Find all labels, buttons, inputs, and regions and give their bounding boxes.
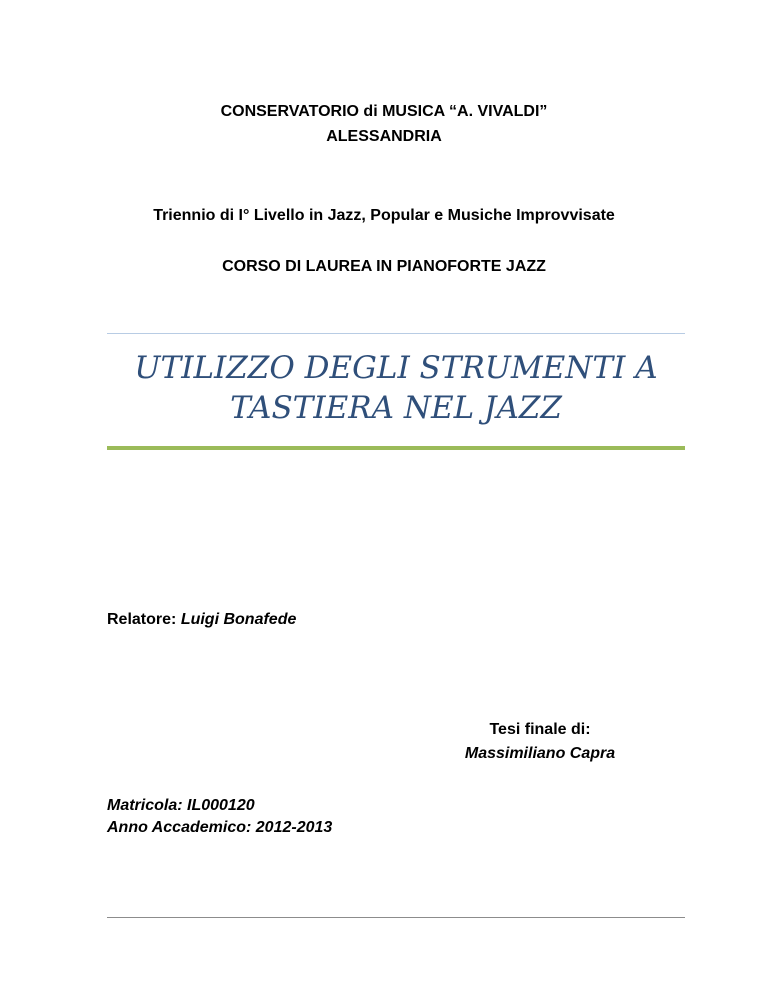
- institution-name: CONSERVATORIO di MUSICA “A. VIVALDI”: [220, 103, 548, 120]
- supervisor-name: Luigi Bonafede: [180, 611, 297, 628]
- supervisor: [107, 610, 296, 630]
- thesis-title-line-1: UTILIZZO DEGLI STRUMENTI A: [134, 350, 658, 386]
- supervisor-label: Relatore:: [107, 611, 177, 628]
- title-top-divider: [107, 333, 685, 334]
- student-id: Matricola: IL000120: [107, 797, 255, 814]
- student-info: [107, 795, 332, 839]
- academic-year: Anno Accademico: 2012-2013: [107, 819, 333, 836]
- thesis-title: [107, 348, 685, 428]
- author-label: Tesi finale di:: [489, 721, 591, 738]
- degree-title: CORSO DI LAUREA IN PIANOFORTE JAZZ: [222, 258, 546, 275]
- institution-city: ALESSANDRIA: [326, 128, 442, 145]
- author-name: Massimiliano Capra: [464, 745, 616, 762]
- thesis-title-line-2: TASTIERA NEL JAZZ: [230, 390, 562, 426]
- title-bottom-divider: [107, 446, 685, 450]
- program-title: Triennio di I° Livello in Jazz, Popular e Musiche Improvvisate: [153, 207, 615, 224]
- footer-divider: [107, 917, 685, 918]
